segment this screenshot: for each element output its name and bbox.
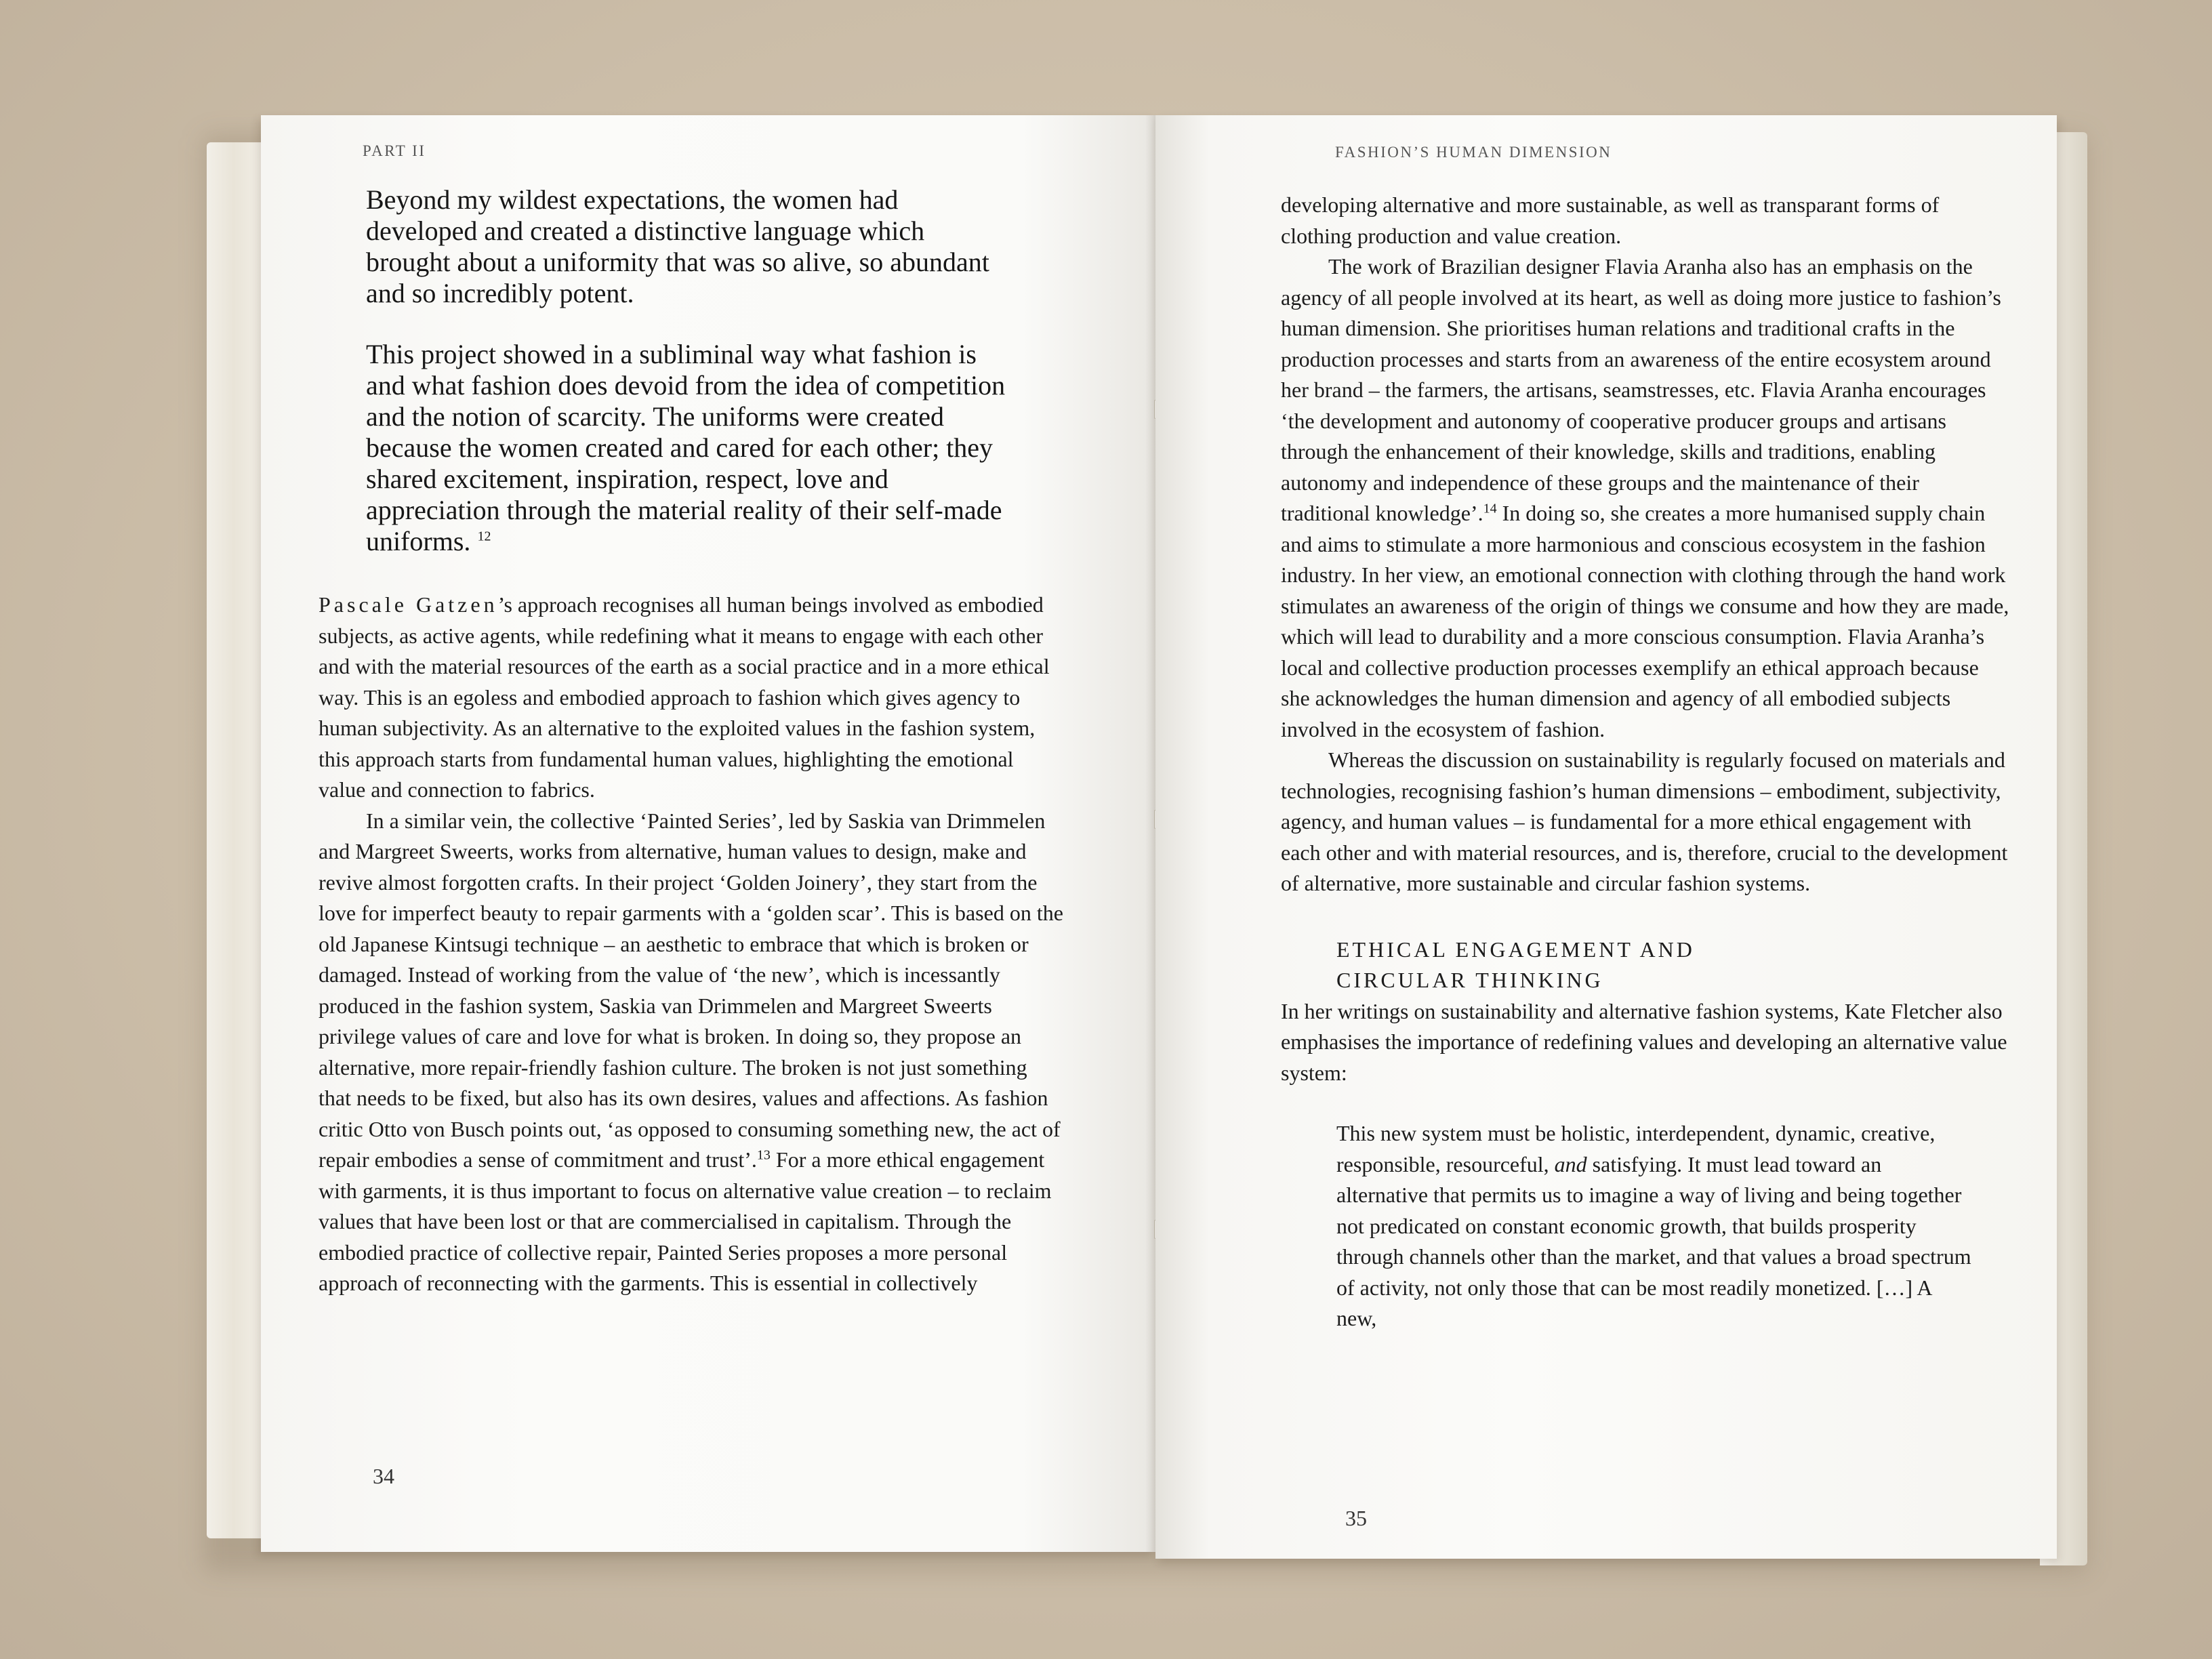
paragraph-flavia-aranha-tail: In doing so, she creates a more humanised supply chain and aims to stimulate a more harmonious and conscious ecosystem in the fashion industry. In her view, an emotional connection with clothing through the hand work stimulates an awareness of the origin of things we consume and how they are made, which will lead to durability and a more conscious consumption. Flavia Aranha’s local and collective production processes exemplify an ethical approach because she acknowledges the human dimension and agency of all embodied subjects involved in the ecosystem of fashion. bbox=[1281, 501, 2009, 741]
quote-fletcher-start: This new system must be holistic, interdependent, dynamic, creative, responsible, resourceful, bbox=[1336, 1121, 1936, 1176]
quote-fletcher-italic: and bbox=[1554, 1151, 1587, 1176]
section-heading-line-1: ETHICAL ENGAGEMENT AND bbox=[1336, 937, 1695, 962]
footnote-ref-12: 12 bbox=[477, 529, 491, 544]
section-heading-line-2: CIRCULAR THINKING bbox=[1336, 968, 1603, 992]
right-page-body bbox=[1281, 190, 2013, 1334]
page-number-left: 34 bbox=[373, 1464, 394, 1488]
running-head-left: PART II bbox=[363, 142, 426, 159]
section-heading bbox=[1281, 935, 2013, 996]
quote-paragraph-1: Beyond my wildest expectations, the women had developed and created a distinctive language which brought about a uniformity that was so alive, so abundant and so incredibly potent. bbox=[366, 184, 989, 308]
paragraph-gatzen-text: ’s approach recognises all human beings involved as embodied subjects, as active agents, while redefining what it means to engage with each other and with the material resources of the earth as a social practice and in a more ethical way. This is an egoless and embodied approach to fashion which gives agency to human subjectivity. As an alternative to the exploited values in the fashion system, this approach starts from fundamental human values, highlighting the emotional value and connection to fabrics. bbox=[319, 592, 1050, 802]
page-number-right: 35 bbox=[1345, 1506, 1367, 1530]
paragraph-flavia-aranha bbox=[1281, 251, 2013, 745]
quote-fletcher-end: satisfying. It must lead toward an alternative that permits us to imagine a way of living and being together not predicated on constant economic growth, that builds prosperity through channels other than the market, and that values a broad spectrum of activity, not only those that can be most readily monetized. […] A new, bbox=[1336, 1151, 1971, 1330]
block-quote-fletcher bbox=[1281, 1118, 1973, 1334]
paragraph-painted-series-tail: For a more ethical engagement with garments, it is thus important to focus on alternative value creation – to reclaim values that have been lost or that are commercialised in capitalism. Through the embodied practice of collective repair, Painted Series proposes a more personal approach of reconnecting with the garments. This is essential in collectively bbox=[319, 1147, 1052, 1295]
right-page bbox=[1155, 115, 2057, 1559]
quote-fletcher bbox=[1336, 1118, 1973, 1334]
block-quote-left bbox=[366, 184, 1010, 587]
paragraph-flavia-aranha-text: The work of Brazilian designer Flavia Aranha also has an emphasis on the agency of all people involved at its heart, as well as doing more justice to fashion’s human dimension. She prioritises human relations and traditional crafts in the production processes and starts from an awareness of the entire ecosystem around her brand – the farmers, the artisans, seamstresses, etc. Flavia Aranha encourages ‘the development and autonomy of cooperative producer groups and artisans through the enhancement of their knowledge, skills and traditions, enabling autonomy and independence of these groups and the maintenance of their traditional knowledge’. bbox=[1281, 254, 2001, 525]
paragraph-kate-fletcher: In her writings on sustainability and alternative fashion systems, Kate Fletcher also emphasises the importance of redefining values and developing an alternative value system: bbox=[1281, 998, 2007, 1085]
paragraph-painted-series-text: In a similar vein, the collective ‘Painted Series’, led by Saskia van Drimmelen and Margreet Sweerts, works from alternative, human values to design, make and revive almost forgotten crafts. In their project ‘Golden Joinery’, they start from the love for imperfect beauty to repair garments with a ‘golden scar’. This is based on the old Japanese Kintsugi technique – an aesthetic to embrace that which is broken or damaged. Instead of working from the value of ‘the new’, which is incessantly produced in the fashion system, Saskia van Drimmelen and Margreet Sweerts privilege values of care and love for what is broken. In doing so, they propose an alternative, more repair-friendly fashion culture. The broken is not just something that needs to be fixed, but also has its own desires, values and affections. As fashion critic Otto von Busch points out, ‘as opposed to consuming something new, the act of repair embodies a sense of commitment and trust’. bbox=[319, 808, 1063, 1172]
quote-paragraph-2 bbox=[366, 339, 1010, 557]
left-page bbox=[261, 115, 1155, 1552]
footnote-ref-14: 14 bbox=[1483, 501, 1497, 516]
left-page-body bbox=[319, 590, 1064, 1299]
paragraph-gatzen bbox=[319, 590, 1064, 806]
running-head-right: FASHION’S HUMAN DIMENSION bbox=[1335, 144, 1612, 161]
paragraph-painted-series bbox=[319, 806, 1064, 1299]
footnote-ref-13: 13 bbox=[756, 1147, 771, 1163]
quote-paragraph-2-text: This project showed in a subliminal way what fashion is and what fashion does devoid from the idea of competition and the notion of scarcity. The uniforms were created because the women created and cared for each other; they shared excitement, inspiration, respect, love and appreciation through the material reality of their self-made uniforms. bbox=[366, 339, 1006, 556]
paragraph-continuation: developing alternative and more sustainable, as well as transparant forms of clothing production and value creation. bbox=[1281, 192, 1940, 248]
paragraph-sustainability: Whereas the discussion on sustainability is regularly focused on materials and technologies, recognising fashion’s human dimensions – embodiment, subjectivity, agency, and human values – is fundamental for a more ethical engagement with each other and with material resources, and is, therefore, crucial to the development of alternative, more sustainable and circular fashion systems. bbox=[1281, 747, 2008, 895]
name-pascale-gatzen: Pascale Gatzen bbox=[319, 592, 498, 617]
